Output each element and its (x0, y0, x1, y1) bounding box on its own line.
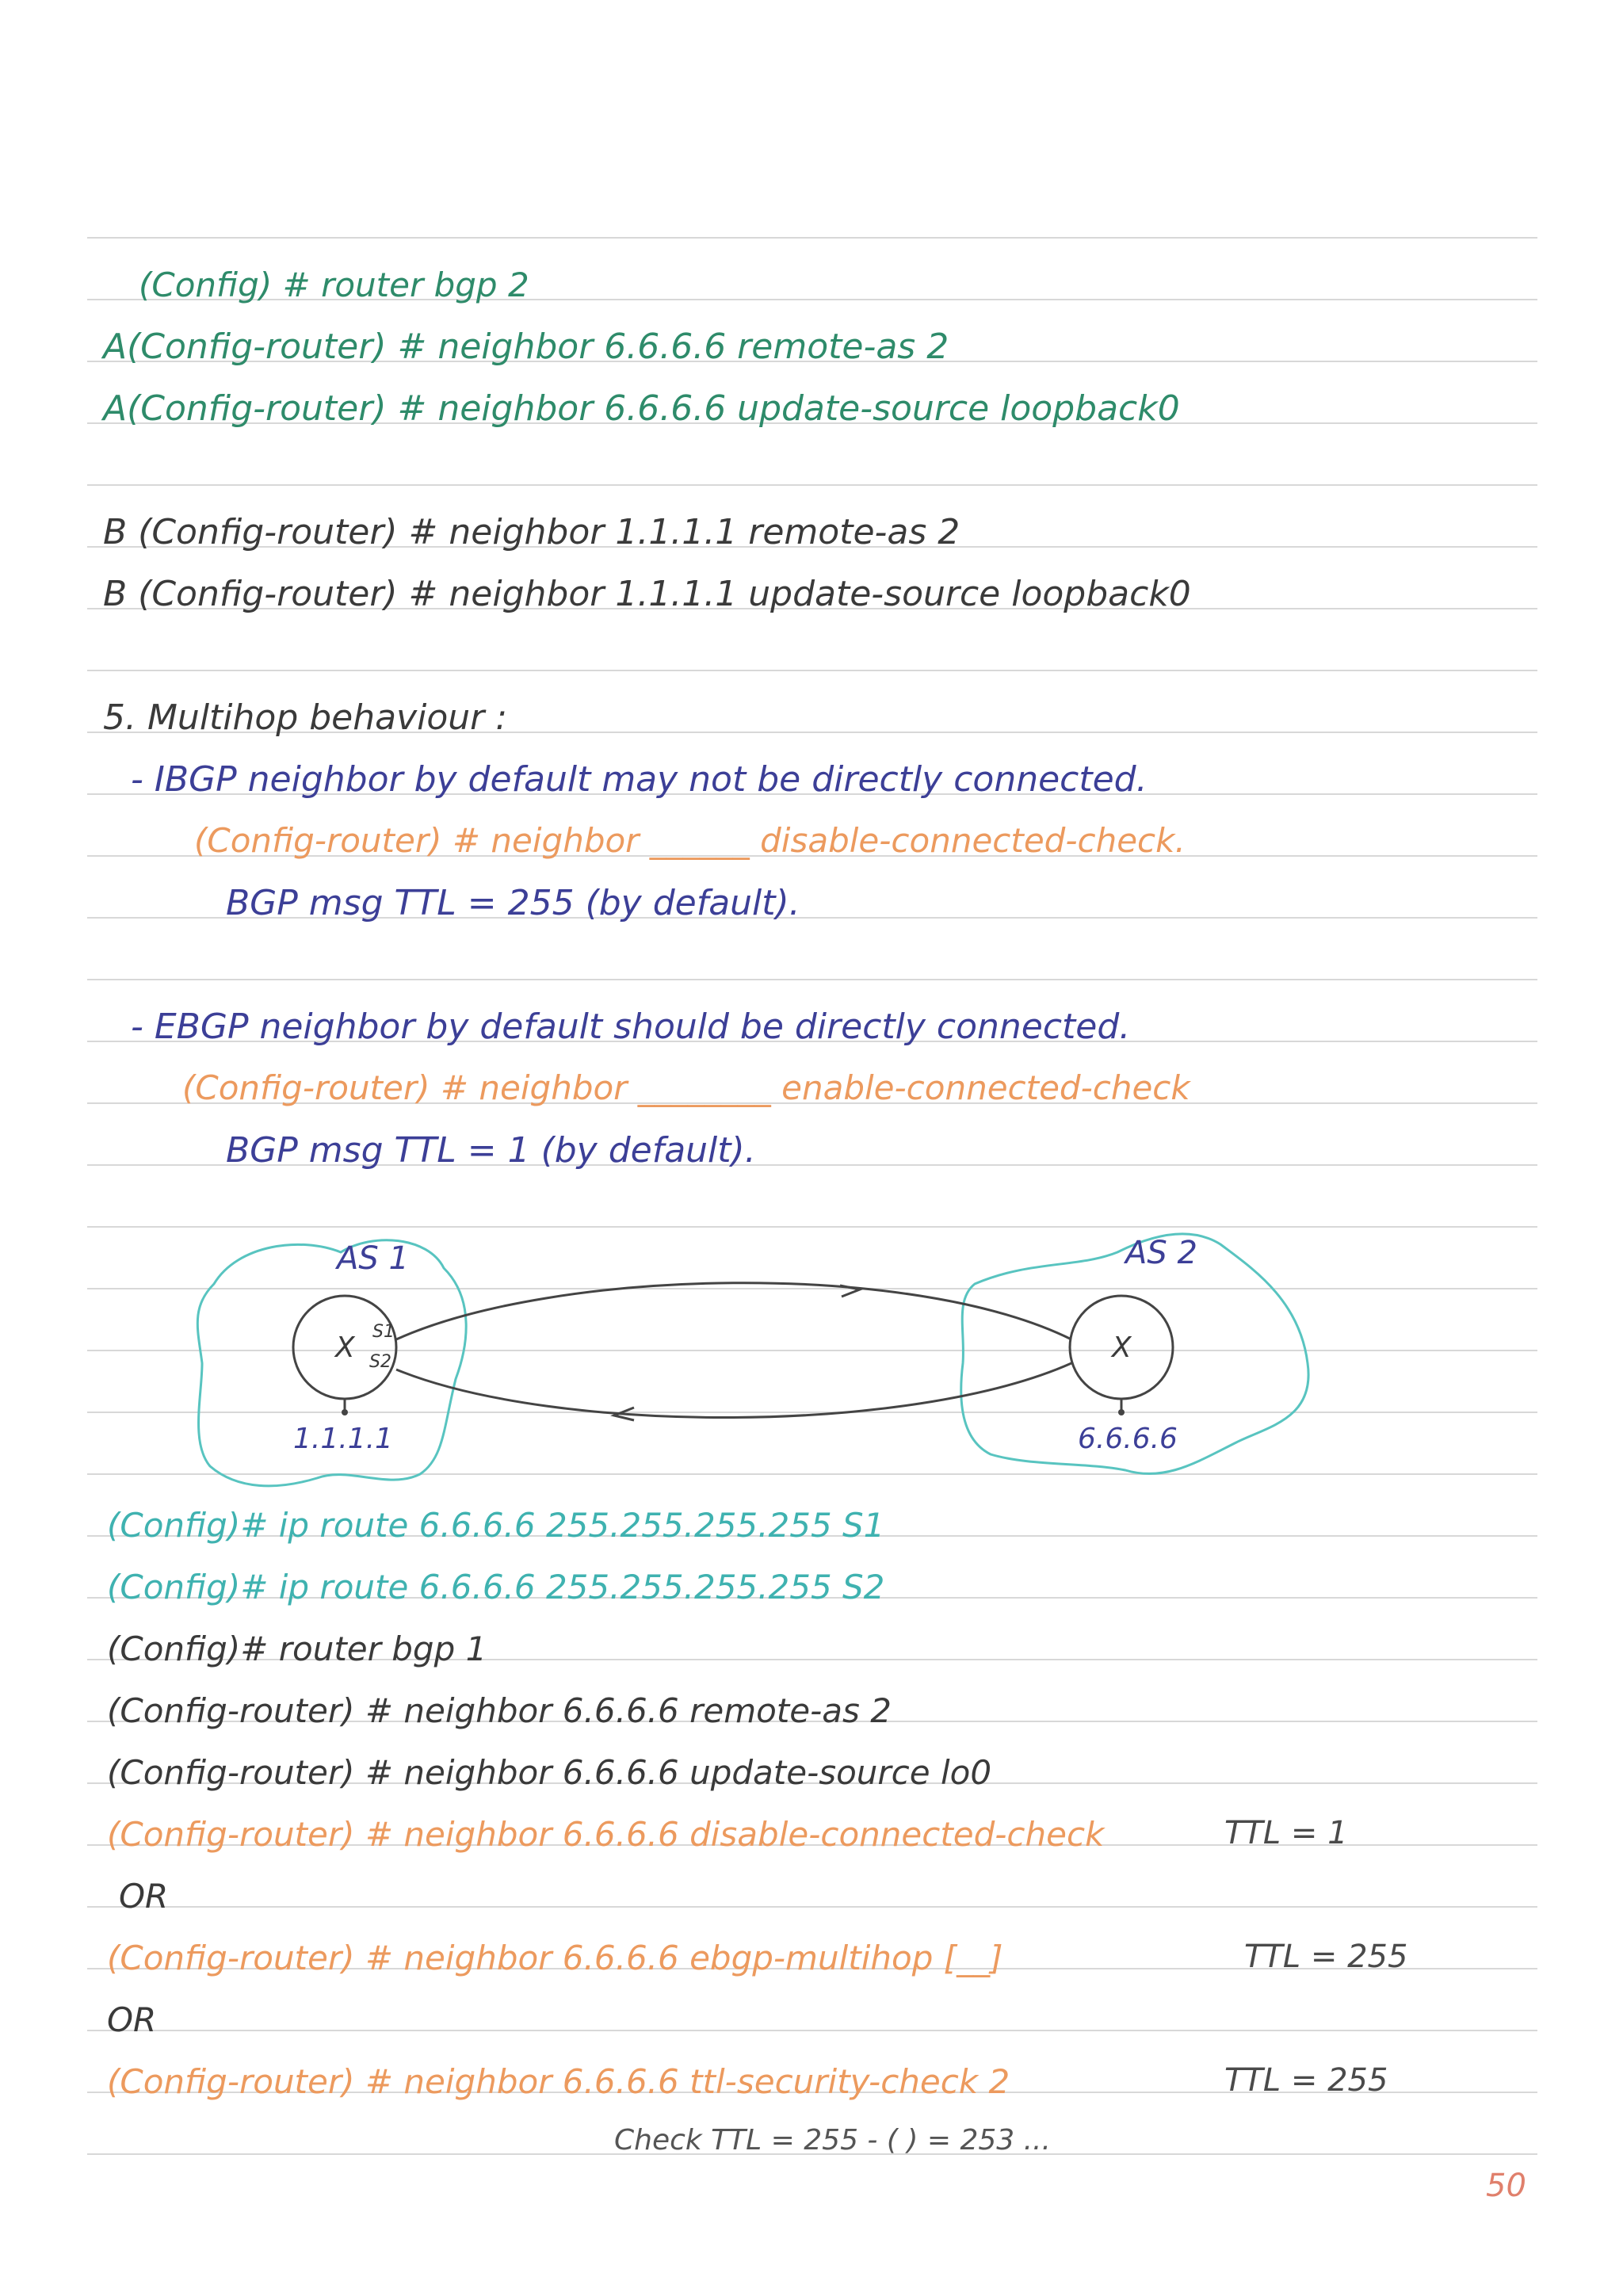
router-bgp-1: (Config)# router bgp 1 (107, 1629, 487, 1668)
check-ttl-note: Check TTL = 255 - ( ) = 253 ... (614, 2124, 1051, 2157)
config-neighbor-update-source-b: B (Config-router) # neighbor 1.1.1.1 update-source loopback0 (103, 574, 1191, 614)
or-separator-1: OR (119, 1877, 169, 1916)
ibgp-command: (Config-router) # neighbor ______ disable-connected-check. (194, 821, 1186, 860)
neighbor-ttl-security-check: (Config-router) # neighbor 6.6.6.6 ttl-security-check 2 (107, 2062, 1010, 2101)
config-neighbor-remote-as-a: A(Config-router) # neighbor 6.6.6.6 remote-as 2 (103, 327, 949, 367)
as1-label: AS 1 (337, 1240, 409, 1277)
ebgp-note: - EBGP neighbor by default should be directly connected. (131, 1007, 1131, 1047)
page-number: 50 (1486, 2168, 1526, 2204)
ibgp-ttl-note: BGP msg TTL = 255 (by default). (226, 883, 800, 923)
ibgp-note: - IBGP neighbor by default may not be directly connected. (131, 759, 1148, 800)
router-2-mark: X (1112, 1331, 1132, 1364)
or-separator-2: OR (107, 2000, 157, 2039)
as2-label: AS 2 (1125, 1235, 1197, 1271)
config-neighbor-update-source-a: A(Config-router) # neighbor 6.6.6.6 update-source loopback0 (103, 388, 1180, 429)
neighbor-disable-connected-check: (Config-router) # neighbor 6.6.6.6 disable-connected-check (107, 1815, 1105, 1854)
ttl-note-255-a: TTL = 255 (1244, 1939, 1408, 1975)
config-neighbor-remote-as-b: B (Config-router) # neighbor 1.1.1.1 remote-as 2 (103, 512, 960, 552)
ttl-note-255-b: TTL = 255 (1224, 2062, 1388, 2099)
config-router-bgp-2: (Config) # router bgp 2 (139, 266, 529, 304)
neighbor-ebgp-multihop: (Config-router) # neighbor 6.6.6.6 ebgp-multihop [__] (107, 1939, 1003, 1977)
ebgp-command: (Config-router) # neighbor ________ enable-connected-check (182, 1068, 1190, 1107)
router-1-ip: 1.1.1.1 (293, 1423, 393, 1455)
s2-label: S2 (369, 1352, 391, 1372)
ebgp-ttl-note: BGP msg TTL = 1 (by default). (226, 1130, 756, 1171)
section-heading-multihop: 5. Multihop behaviour : (103, 697, 508, 738)
ttl-note-1: TTL = 1 (1224, 1815, 1348, 1851)
neighbor-update-source: (Config-router) # neighbor 6.6.6.6 update-source lo0 (107, 1753, 992, 1792)
s1-label: S1 (372, 1322, 395, 1342)
ip-route-s2: (Config)# ip route 6.6.6.6 255.255.255.255 S2 (107, 1568, 885, 1606)
router-2-ip: 6.6.6.6 (1078, 1423, 1178, 1455)
router-1-mark: X (335, 1331, 355, 1364)
neighbor-remote-as: (Config-router) # neighbor 6.6.6.6 remote-as 2 (107, 1691, 892, 1730)
ip-route-s1: (Config)# ip route 6.6.6.6 255.255.255.255 S1 (107, 1506, 885, 1545)
